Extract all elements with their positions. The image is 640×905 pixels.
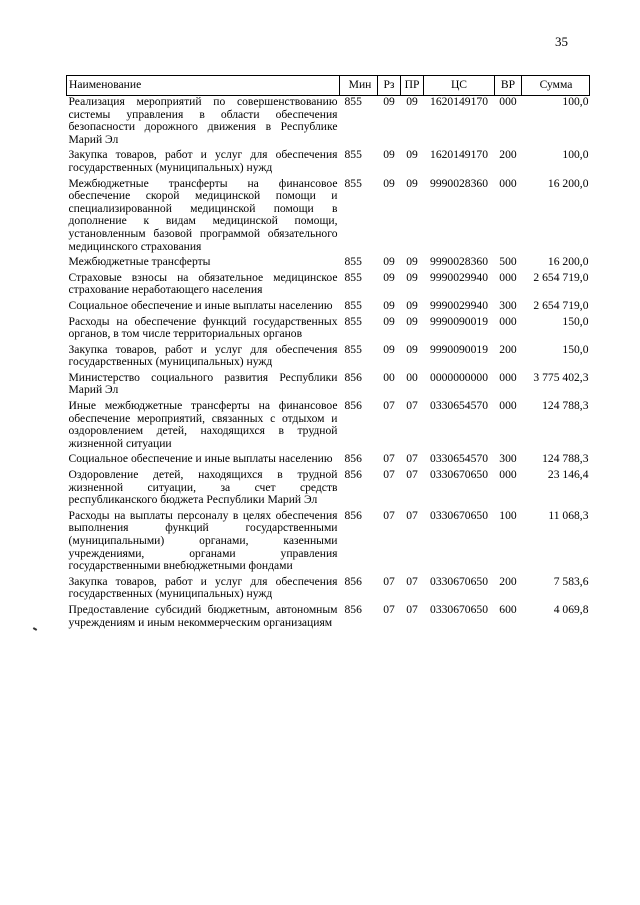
cell-vr: 200 — [499, 574, 517, 588]
cell-vr: 000 — [499, 95, 517, 108]
cell-rz: 00 — [383, 370, 395, 384]
header-name: Наименование — [67, 76, 340, 96]
header-sum: Сумма — [522, 76, 590, 96]
cell-min: 856 — [344, 399, 362, 413]
cell-min: 856 — [344, 574, 362, 588]
cell-name: Закупка товаров, работ и услуг для обеспечения государственных (муниципальных) нужд — [68, 148, 338, 174]
cell-rz: 09 — [383, 255, 395, 269]
table-row — [67, 300, 590, 316]
cell-vr: 100 — [499, 508, 517, 522]
cell-name: Иные межбюджетные трансферты на финансовое обеспечение мероприятий, связанных с отдыхом и оздоровлением детей, находящихся в трудной жизненной ситуации — [68, 399, 338, 450]
cell-vr: 000 — [499, 270, 517, 284]
cell-sum: 150,0 — [562, 342, 589, 356]
cell-sum: 124 788,3 — [542, 452, 589, 466]
cell-cs: 9990028360 — [430, 255, 488, 269]
header-vr: ВР — [495, 76, 522, 96]
cell-rz: 07 — [383, 452, 395, 466]
cell-min: 855 — [344, 270, 362, 284]
cell-cs: 0330654570 — [430, 452, 488, 466]
cell-sum: 124 788,3 — [542, 399, 589, 413]
cell-name: Оздоровление детей, находящихся в трудной жизненной ситуации, за счет средств республиканского бюджета Республики Марий Эл — [68, 468, 338, 507]
cell-pr: 07 — [406, 468, 418, 482]
cell-rz: 09 — [383, 298, 395, 312]
cell-rz: 09 — [383, 176, 395, 190]
table-row — [67, 510, 590, 576]
cell-sum: 100,0 — [562, 148, 589, 162]
cell-name: Социальное обеспечение и иные выплаты населению — [68, 298, 333, 312]
cell-vr: 500 — [499, 255, 517, 269]
table-row — [67, 96, 590, 150]
cell-rz: 07 — [383, 468, 395, 482]
cell-pr: 09 — [406, 148, 418, 162]
cell-name: Министерство социального развития Республики Марий Эл — [68, 370, 338, 397]
table-row — [67, 400, 590, 453]
cell-name: Страховые взносы на обязательное медицинское страхование неработающего населения — [68, 270, 338, 297]
cell-min: 855 — [344, 255, 362, 269]
table-row — [67, 178, 590, 257]
cell-min: 855 — [344, 342, 362, 356]
cell-rz: 07 — [383, 399, 395, 413]
table-row — [67, 453, 590, 469]
cell-cs: 0000000000 — [430, 370, 488, 384]
cell-pr: 09 — [406, 342, 418, 356]
cell-min: 855 — [344, 314, 362, 328]
cell-rz: 07 — [383, 574, 395, 588]
cell-name: Закупка товаров, работ и услуг для обеспечения государственных (муниципальных) нужд — [68, 574, 338, 601]
cell-name: Закупка товаров, работ и услуг для обеспечения государственных (муниципальных) нужд — [68, 342, 338, 369]
table-row — [67, 372, 590, 400]
cell-vr: 600 — [499, 602, 517, 616]
cell-min: 856 — [344, 452, 362, 466]
cell-name: Предоставление субсидий бюджетным, автономным учреждениям и иным некоммерческим организациям — [68, 602, 338, 629]
header-rz: Рз — [378, 76, 401, 96]
table-row — [67, 344, 590, 372]
cell-vr: 000 — [499, 399, 517, 413]
cell-vr: 200 — [499, 148, 517, 162]
cell-sum: 7 583,6 — [553, 574, 589, 588]
cell-vr: 200 — [499, 342, 517, 356]
cell-vr: 000 — [499, 468, 517, 482]
cell-min: 856 — [344, 602, 362, 616]
cell-pr: 07 — [406, 452, 418, 466]
table-row — [67, 256, 590, 272]
cell-sum: 2 654 719,0 — [533, 298, 589, 312]
cell-rz: 07 — [383, 508, 395, 522]
header-pr: ПР — [401, 76, 424, 96]
cell-cs: 0330670650 — [430, 602, 488, 616]
table-header-row — [67, 76, 590, 96]
cell-rz: 09 — [383, 95, 395, 108]
cell-min: 855 — [344, 148, 362, 162]
table-body — [67, 96, 590, 633]
cell-pr: 09 — [406, 298, 418, 312]
cell-rz: 09 — [383, 148, 395, 162]
cell-pr: 09 — [406, 314, 418, 328]
cell-pr: 07 — [406, 574, 418, 588]
scan-speck — [33, 627, 37, 631]
cell-rz: 09 — [383, 314, 395, 328]
cell-min: 856 — [344, 468, 362, 482]
cell-sum: 2 654 719,0 — [533, 270, 589, 284]
cell-name: Расходы на выплаты персоналу в целях обеспечения выполнения функций государственными (муниципальными) органами, казенными учреждениями, органами управления государственными внебюджетными фондами — [68, 508, 338, 573]
table-row — [67, 576, 590, 604]
cell-cs: 9990090019 — [430, 314, 488, 328]
cell-sum: 16 200,0 — [547, 255, 589, 269]
cell-rz: 09 — [383, 270, 395, 284]
cell-cs: 9990029940 — [430, 270, 488, 284]
cell-name: Расходы на обеспечение функций государственных органов, в том числе территориальных органов — [68, 314, 338, 341]
cell-name: Межбюджетные трансферты на финансовое обеспечение скорой медицинской помощи и специализированной медицинской помощи в дополнение к видам медицинской помощи, установленным базовой программой обязательного медицинского страхования — [68, 176, 338, 253]
cell-sum: 100,0 — [562, 95, 589, 108]
cell-min: 855 — [344, 176, 362, 190]
cell-cs: 9990029940 — [430, 298, 488, 312]
cell-cs: 1620149170 — [430, 148, 488, 162]
cell-sum: 3 775 402,3 — [533, 370, 589, 384]
cell-vr: 000 — [499, 370, 517, 384]
cell-min: 855 — [344, 298, 362, 312]
header-min: Мин — [340, 76, 378, 96]
cell-rz: 09 — [383, 342, 395, 356]
cell-pr: 09 — [406, 270, 418, 284]
cell-pr: 00 — [406, 370, 418, 384]
cell-pr: 07 — [406, 602, 418, 616]
table-row — [67, 469, 590, 510]
cell-pr: 07 — [406, 399, 418, 413]
cell-sum: 16 200,0 — [547, 176, 589, 190]
cell-sum: 23 146,4 — [547, 468, 589, 482]
table-row — [67, 316, 590, 344]
cell-name: Межбюджетные трансферты — [68, 255, 211, 269]
table-row — [67, 272, 590, 300]
cell-cs: 0330654570 — [430, 399, 488, 413]
cell-min: 855 — [344, 95, 362, 108]
cell-vr: 300 — [499, 298, 517, 312]
cell-min: 856 — [344, 508, 362, 522]
cell-pr: 09 — [406, 95, 418, 108]
cell-min: 856 — [344, 370, 362, 384]
cell-cs: 0330670650 — [430, 574, 488, 588]
cell-cs: 1620149170 — [430, 95, 488, 108]
cell-vr: 000 — [499, 176, 517, 190]
page-number: 35 — [555, 34, 568, 49]
cell-vr: 000 — [499, 314, 517, 328]
cell-name: Социальное обеспечение и иные выплаты населению — [68, 452, 333, 466]
cell-cs: 9990090019 — [430, 342, 488, 356]
cell-vr: 300 — [499, 452, 517, 466]
cell-cs: 9990028360 — [430, 176, 488, 190]
cell-cs: 0330670650 — [430, 508, 488, 522]
table-row — [67, 149, 590, 177]
cell-pr: 07 — [406, 508, 418, 522]
cell-rz: 07 — [383, 602, 395, 616]
header-cs: ЦС — [424, 76, 495, 96]
cell-sum: 11 068,3 — [548, 508, 589, 522]
cell-cs: 0330670650 — [430, 468, 488, 482]
cell-sum: 4 069,8 — [553, 602, 589, 616]
table-row — [67, 604, 590, 632]
cell-pr: 09 — [406, 255, 418, 269]
budget-table — [66, 75, 590, 632]
cell-pr: 09 — [406, 176, 418, 190]
cell-name: Реализация мероприятий по совершенствованию системы управления в области обеспечения безопасности дорожного движения в Республике Марий Эл — [68, 95, 338, 146]
cell-sum: 150,0 — [562, 314, 589, 328]
